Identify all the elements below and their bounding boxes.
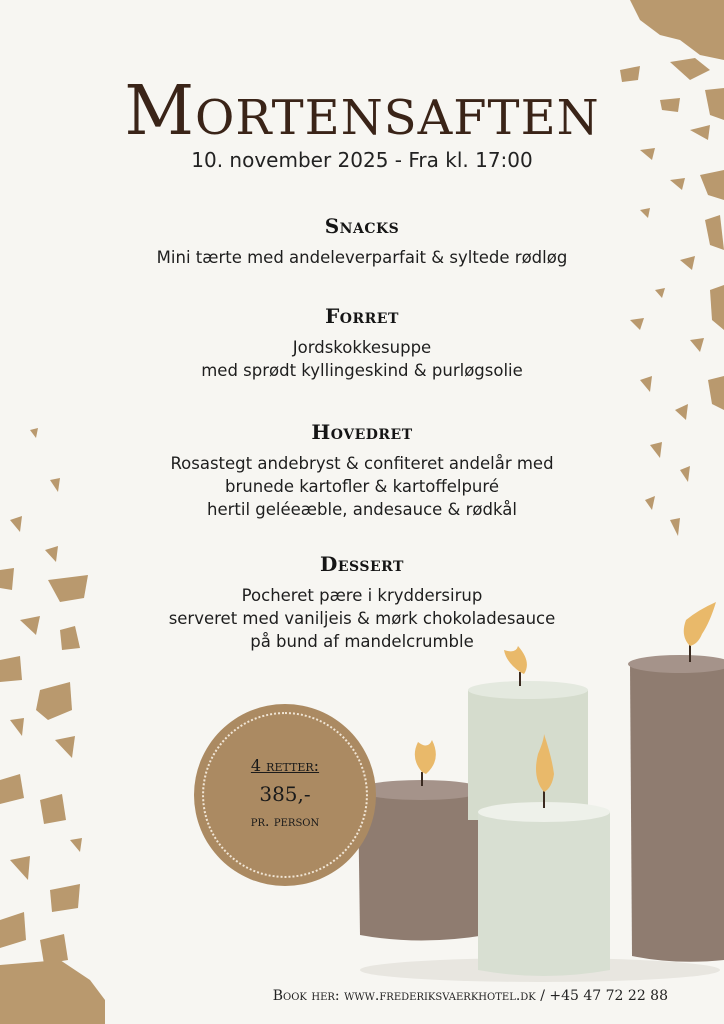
candle-left [358,740,486,941]
menu-line: på bund af mandelcrumble [250,632,474,651]
menu-line: Mini tærte med andeleverparfait & syltede rødløg [156,248,568,267]
price-badge [194,704,376,886]
menu-section-forret [60,304,664,382]
badge-per-person: pr. person [250,814,320,830]
badge-courses-label: 4 retter: [250,756,320,775]
menu-line: brunede kartofler & kartoffelpuré [225,477,499,496]
menu-section-hovedret [60,420,664,521]
section-heading: Dessert [320,552,404,576]
menu-line: Pocheret pære i kryddersirup [241,586,483,605]
booking-footer: Book her: www.frederiksvaerkhotel.dk / +45 47 72 22 88 [272,988,668,1004]
menu-line: hertil geléeæble, andesauce & rødkål [207,500,517,519]
menu-section-dessert [60,552,664,653]
candle-right [628,602,724,962]
section-heading: Snacks [324,214,400,238]
menu-line: Rosastegt andebryst & confiteret andelår med [170,454,554,473]
menu-line: serveret med vaniljeis & mørk chokoladesauce [168,609,556,628]
menu-section-snacks [60,214,664,269]
page-title: Mortensaften [124,72,600,151]
badge-price: 385,- [259,782,311,806]
candle-back [468,646,588,820]
section-heading: Forret [325,304,399,328]
menu-line: med sprødt kyllingeskind & purløgsolie [201,361,523,380]
section-heading: Hovedret [311,420,413,444]
event-date: 10. november 2025 - Fra kl. 17:00 [191,148,533,172]
menu-line: Jordskokkesuppe [292,338,432,357]
